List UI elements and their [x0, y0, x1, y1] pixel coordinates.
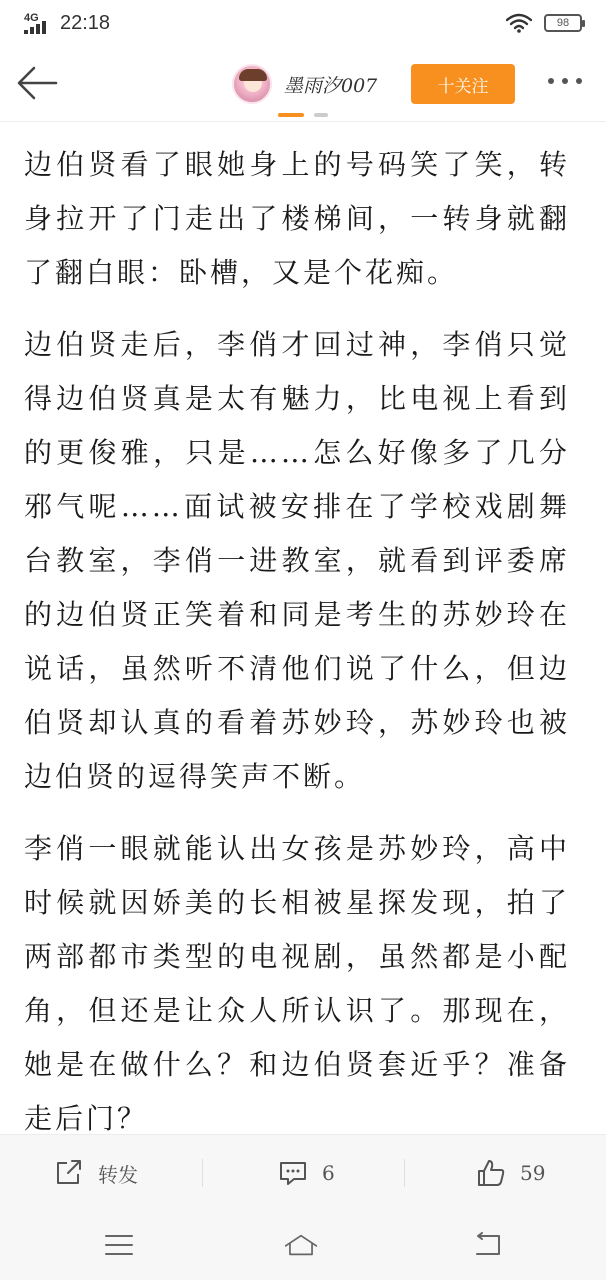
menu-icon [104, 1233, 134, 1257]
back-button[interactable] [14, 60, 60, 106]
article-body [24, 138, 570, 1134]
battery-level: 98 [556, 17, 570, 29]
page-indicator-active [278, 113, 304, 117]
follow-button[interactable]: 十关注 [411, 64, 515, 104]
comment-button[interactable] [278, 1135, 335, 1211]
divider [202, 1159, 203, 1187]
signal-icon [24, 12, 52, 34]
comment-count: 6 [322, 1161, 335, 1185]
status-bar [0, 0, 606, 46]
home-button[interactable] [284, 1228, 318, 1262]
article-paragraph: 边伯贤走后，李俏才回过神，李俏只觉得边伯贤真是太有魅力，比电视上看到的更俊雅，只是……怎么好像多了几分邪气呢……面试被安排在了学校戏剧舞台教室，李俏一进教室，就看到评委席的边伯贤正笑着和同是考生的苏妙玲在说话，虽然听不清他们说了什么，但边伯贤却认真的看着苏妙玲，苏妙玲也被边伯贤的逗得笑声不断。 [24, 328, 570, 793]
share-icon [54, 1159, 84, 1187]
like-button[interactable] [476, 1135, 545, 1211]
thumbs-up-icon [476, 1158, 506, 1188]
status-time: 22:18 [60, 11, 111, 34]
article-paragraph: 李俏一眼就能认出女孩是苏妙玲，高中时候就因娇美的长相被星探发现，拍了两部都市类型的电视剧，虽然都是小配角，但还是让众人所认识了。那现在，她是在做什么？和边伯贤套近乎？准备走后门？ [24, 832, 570, 1134]
author-profile[interactable] [232, 64, 377, 104]
comment-icon [278, 1159, 308, 1187]
divider [404, 1159, 405, 1187]
network-type: 4G [24, 12, 39, 24]
more-options-icon[interactable] [548, 78, 582, 84]
action-bar [0, 1134, 606, 1210]
return-icon [471, 1232, 503, 1258]
like-count: 59 [520, 1161, 546, 1185]
avatar[interactable] [232, 64, 272, 104]
battery-icon [544, 14, 582, 32]
top-nav [0, 46, 606, 122]
article-paragraph: 边伯贤看了眼她身上的号码笑了笑，转身拉开了门走出了楼梯间，一转身就翻了翻白眼：卧槽，又是个花痴。 [24, 148, 570, 289]
home-icon [284, 1232, 318, 1258]
author-name[interactable]: 墨雨汐007 [284, 74, 378, 97]
share-button[interactable] [54, 1135, 138, 1211]
menu-button[interactable] [102, 1228, 136, 1262]
arrow-left-icon [14, 60, 60, 106]
page-indicator-inactive [314, 113, 328, 117]
system-back-button[interactable] [470, 1228, 504, 1262]
system-nav-bar [0, 1210, 606, 1280]
wifi-icon [506, 13, 532, 33]
share-label: 转发 [98, 1162, 138, 1187]
